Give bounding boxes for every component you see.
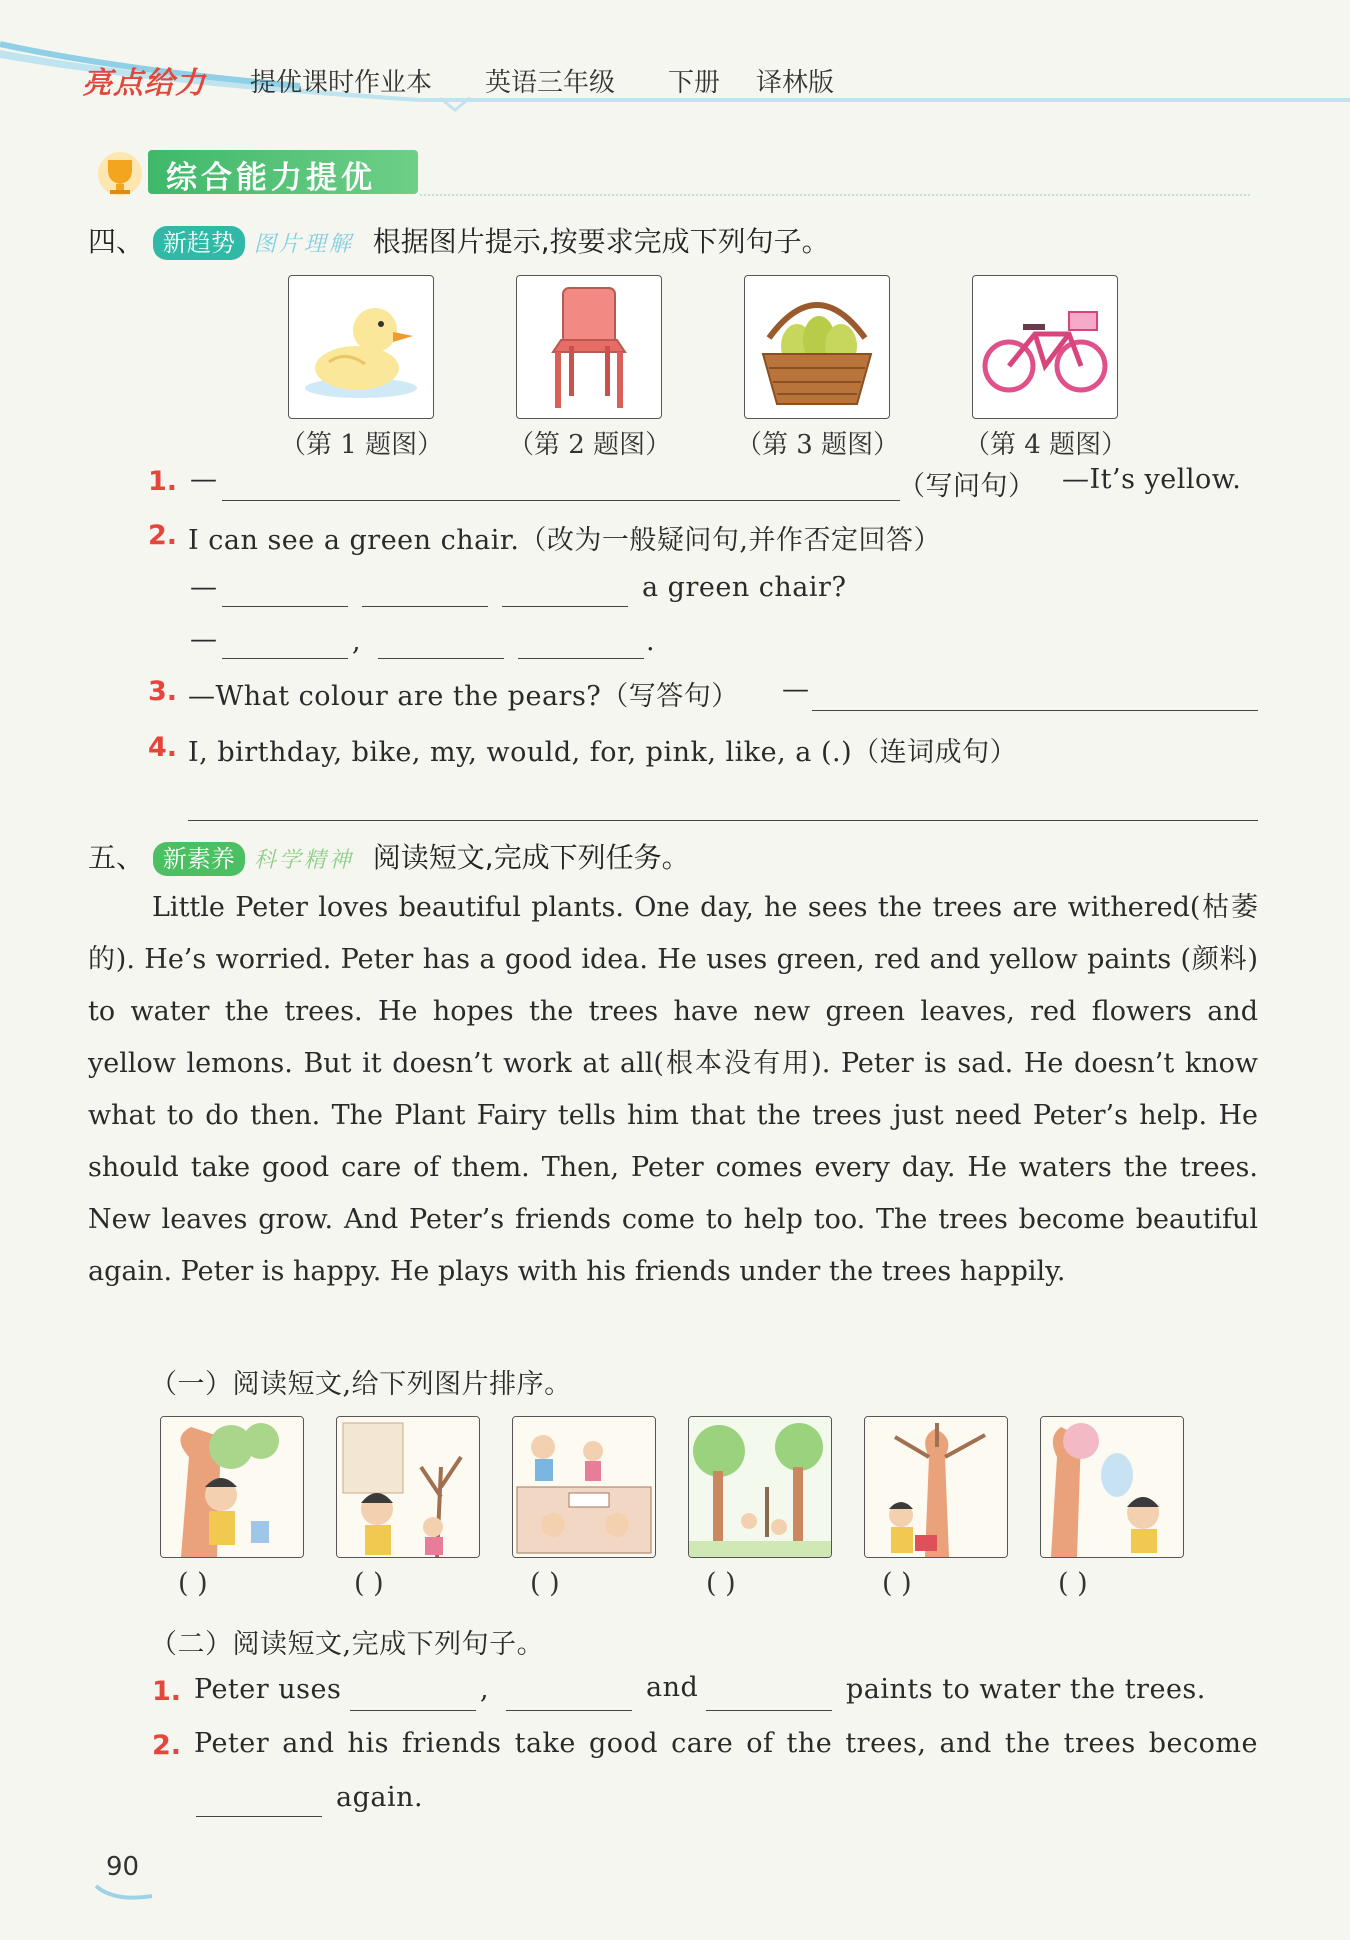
part2-q2-number: 2. <box>152 1730 182 1761</box>
section5-number: 五、 <box>88 841 145 874</box>
q2-number: 2. <box>148 520 178 551</box>
story-picture-2 <box>336 1416 480 1558</box>
divider <box>420 194 1250 196</box>
picture-caption-3: （第 3 题图） <box>736 430 900 460</box>
story-picture-4 <box>688 1416 832 1558</box>
picture-caption-2: （第 2 题图） <box>508 430 672 460</box>
order-bracket-4[interactable]: ( ) <box>706 1568 736 1599</box>
edition-label: 译林版 <box>756 68 835 98</box>
chair-icon <box>516 275 662 419</box>
q2-blank-5[interactable] <box>378 658 504 659</box>
part2-q1-start: Peter uses <box>194 1674 342 1705</box>
q1-number: 1. <box>148 466 178 497</box>
bike-icon <box>972 275 1118 419</box>
brand-logo: 亮点给力 <box>82 66 206 101</box>
page-number: 90 <box>106 1852 140 1882</box>
q3-text: —What colour are the pears?（写答句） <box>188 681 739 712</box>
trophy-icon <box>92 148 148 198</box>
q1-answer-blank[interactable] <box>222 500 900 501</box>
section5-badge-sub: 科学精神 <box>253 848 354 873</box>
q2-blank-1[interactable] <box>222 606 348 607</box>
pear-basket-icon <box>744 275 890 419</box>
part2-q1-blank-2[interactable] <box>506 1710 632 1711</box>
reading-passage <box>88 882 1258 1298</box>
section4-heading <box>88 220 830 260</box>
section5-heading <box>88 836 690 876</box>
section5-instruction: 阅读短文,完成下列任务。 <box>372 841 690 874</box>
passage-text: Little Peter loves beautiful plants. One day, he sees the trees are withered(枯萎的). He’s worried. Peter has a good idea. He uses green, red and yellow paints (颜料) to water the trees. He hopes the trees have new green leaves, red flowers and yellow lemons. But it doesn’t work at all(根本没有用). Peter is sad. He doesn’t know what to do then. The Plant Fairy tells him that the trees just need Peter’s help. He should take good care of them. Then, Peter comes every day. He waters the trees. New leaves grow. And Peter’s friends come to help too. The trees become beautiful again. Peter is happy. He plays with his friends under the trees happily. <box>88 892 1258 1287</box>
part2-q1-tail: paints to water the trees. <box>846 1674 1206 1705</box>
order-bracket-3[interactable]: ( ) <box>530 1568 560 1599</box>
part2-q1-and: and <box>646 1672 699 1703</box>
order-bracket-2[interactable]: ( ) <box>354 1568 384 1599</box>
q2-text: I can see a green chair.（改为一般疑问句,并作否定回答） <box>188 525 941 556</box>
order-bracket-1[interactable]: ( ) <box>178 1568 208 1599</box>
q3-dash: — <box>782 674 810 705</box>
part2-q2-text: Peter and his friends take good care of the trees, and the trees become <box>194 1728 1258 1759</box>
q2-comma: , <box>352 626 362 657</box>
part2-title: （二）阅读短文,完成下列句子。 <box>150 1629 545 1660</box>
story-picture-3 <box>512 1416 656 1558</box>
subject-label: 英语三年级 <box>485 68 616 98</box>
part2-q1-blank-3[interactable] <box>706 1710 832 1711</box>
section5-badge: 新素养 <box>153 842 245 876</box>
page-number-swoosh <box>94 1880 154 1904</box>
q4-number: 4. <box>148 732 178 763</box>
part2-q2-tail: again. <box>336 1782 424 1813</box>
series-title: 提优课时作业本 <box>250 68 433 98</box>
section4-number: 四、 <box>88 225 145 258</box>
part2-q1-number: 1. <box>152 1676 182 1707</box>
section4-badge-sub: 图片理解 <box>253 232 354 257</box>
q1-hint: （写问句） <box>898 471 1036 502</box>
story-picture-5 <box>864 1416 1008 1558</box>
picture-caption-1: （第 1 题图） <box>280 430 444 460</box>
q3-answer-blank[interactable] <box>812 710 1258 711</box>
section4-instruction: 根据图片提示,按要求完成下列句子。 <box>372 225 830 258</box>
part2-q2-blank[interactable] <box>196 1816 322 1817</box>
q4-answer-blank[interactable] <box>188 820 1258 821</box>
q1-prefix: — <box>190 464 218 495</box>
part1-title: （一）阅读短文,给下列图片排序。 <box>150 1369 572 1400</box>
q2-blank-6[interactable] <box>518 658 644 659</box>
section4-badge: 新趋势 <box>153 226 245 260</box>
q2-blank-2[interactable] <box>362 606 488 607</box>
q4-text: I, birthday, bike, my, would, for, pink, like, a (.)（连词成句） <box>188 737 1018 768</box>
q1-answer: —It’s yellow. <box>1062 464 1242 495</box>
q3-number: 3. <box>148 676 178 707</box>
picture-caption-4: （第 4 题图） <box>964 430 1128 460</box>
story-picture-6 <box>1040 1416 1184 1558</box>
section-banner <box>92 148 422 198</box>
volume-label: 下册 <box>668 68 721 98</box>
q2-line1-prefix: — <box>190 572 218 603</box>
q2-line2-prefix: — <box>190 624 218 655</box>
part2-q1-blank-1[interactable] <box>350 1710 476 1711</box>
q2-blank-4[interactable] <box>222 658 348 659</box>
banner-title: 综合能力提优 <box>166 160 376 196</box>
story-picture-1 <box>160 1416 304 1558</box>
order-bracket-6[interactable]: ( ) <box>1058 1568 1088 1599</box>
duck-icon <box>288 275 434 419</box>
order-bracket-5[interactable]: ( ) <box>882 1568 912 1599</box>
q2-period: . <box>646 626 656 657</box>
q2-line1-suffix: a green chair? <box>642 572 847 603</box>
part2-q1-comma: , <box>480 1674 490 1705</box>
q2-blank-3[interactable] <box>502 606 628 607</box>
